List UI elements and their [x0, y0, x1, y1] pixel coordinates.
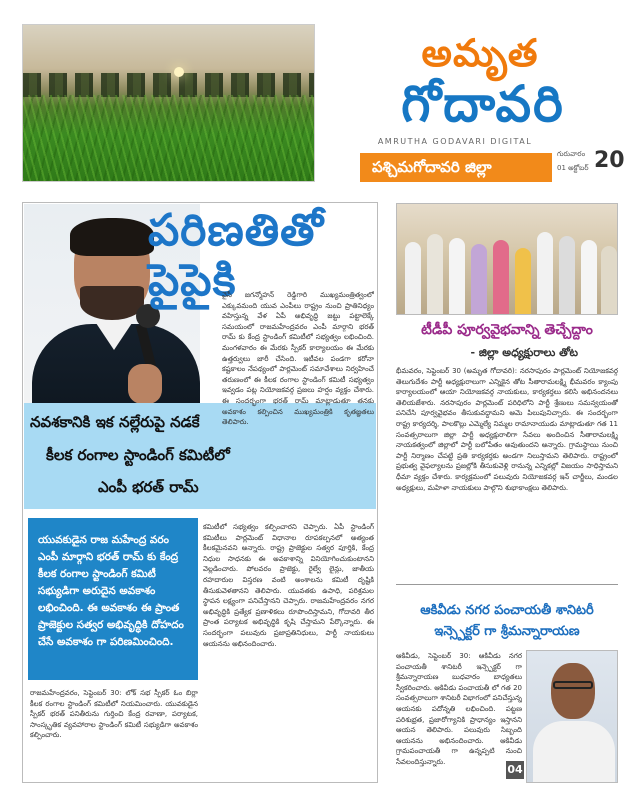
person-figure [559, 236, 575, 314]
person-figure [449, 238, 465, 314]
portrait-hair [70, 218, 154, 256]
feature-body-column-a: వైసీ జగన్మోహన్ రెడ్డిగారి ముఖ్యమంత్రిత్వంలో ఎక్కువమంది యువ ఎంపీలు రాష్ట్రం నుంచి ప్రాతినిధ్యం వహిస్తున్న వేళ ఏపీ అభివృద్ధి జట్టు పట్టాలెక్కే సమయంలో రాజమహేంద్రవరం ఎంపీ మార్గాని భరత్ రామ్ కు కేంద్ర స్టాండింగ్ కమిటీలో సభ్యత్వం లభించింది. మంగళవారం ఈ మేరకు స్పీకర్ కార్యాలయం ఈ మేరకు ఉత్తర్వులు జారీ చేసింది. ఇటీవల పండగా కరోనా కష్టకాలం నేపథ్యంలో పార్లమెంట్ సమావేశాలు నిర్వహించే తరుణంలో ఈ కీలక రంగాల స్టాండింగ్ కమిటీ సభ్యత్వం ఇవ్వడం పట్ల నియోజకవర్గ ప్రజలు హర్షం వ్యక్తం చేశారు. ఈ సందర్భంగా భరత్ రామ్ మాట్లాడుతూ తనకు అవకాశం కల్పించిన ముఖ్యమంత్రికి కృతజ్ఞతలు తెలిపారు. [222, 291, 374, 427]
person-figure [601, 246, 617, 314]
feature-body-column-b: కమిటీలో సభ్యత్వం కల్పించారని చెప్పారు. ఏపీ స్టాండింగ్ కమిటీలు పార్లమెంట్ విధానాల రూపకల్పనలో అత్యంత కీలకమైనవని అన్నారు. రాష్ట్ర ప్రాజెక్టుల సత్వర పూర్తికి, కేంద్ర నిధుల సాధనకు ఈ అవకాశాన్ని వినియోగించుకుంటానని వెల్లడించారు. పోలవరం ప్రాజెక్టు, రైల్వే లైన్లు, జాతీయ రహదారుల విస్తరణ వంటి అంశాలను కమిటీ దృష్టికి తీసుకువెళతానని తెలిపారు. యువతకు ఉపాధి, పరిశ్రమల స్థాపన లక్ష్యంగా పనిచేస్తానని చెప్పారు. రాజమహేంద్రవరం నగర అభివృద్ధికి ప్రత్యేక ప్రణాళికలు రూపొందిస్తామని, గోదావరి తీర ప్రాంత పర్యాటక అభివృద్ధికి కృషి చేస్తామని పేర్కొన్నారు. ఈ సందర్భంగా పలువురు ప్రజాప్రతినిధులు, పార్టీ నాయకులు ఆయనను అభినందించారు. [203, 523, 374, 648]
masthead-weekday: గురువారం [557, 150, 586, 158]
person-figure [471, 244, 487, 314]
divider-rule [396, 584, 618, 585]
person-figure [493, 240, 509, 314]
masthead-date: 01 అక్టోబర్ [557, 164, 589, 172]
sanitary-headline-line2: ఇన్స్పెక్టర్ గా శ్రీమన్నారాయణ [434, 624, 580, 639]
event-body: భీమవరం, సెప్టెంబర్ 30 (అమృత గోదావరి): నరసాపురం పార్లమెంట్ నియోజకవర్గ తెలుగుదేశం పార్టీ అధ్యక్షురాలుగా ఎన్నికైన తోట సీతారామలక్ష్మి భీమవరం క్యాంపు కార్యాలయంలో ఆయా నియోజకవర్గ నాయకులు, కార్యకర్తలు కలిసి అభినందనలు తెలియజేశారు. నరసాపురం పార్లమెంట్ పరిధిలోని పార్టీ శ్రేణులు సమన్వయంతో పనిచేసి పూర్వవైభవం తీసుకువద్దామని ఆమె పిలుపునిచ్చారు. ఈ సందర్భంగా రాష్ట్ర కార్యదర్శి, పాలకొల్లు ఎమ్మెల్యే నిమ్మల రామానాయుడు మాట్లాడుతూ గత 11 సంవత్సరాలుగా జిల్లా పార్టీ అధ్యక్షురాలిగా సేవలు అందించిన సీతారామలక్ష్మి నాయకత్వంలో జిల్లాలో పార్టీ బలోపేతం అవుతుందని అన్నారు. గ్రామస్థాయి నుంచి పార్టీ నిర్మాణం చేపట్టి ప్రతి కార్యకర్తకు అండగా నిలుస్తామని తెలిపారు. రాష్ట్రంలో ప్రభుత్వ వైఫల్యాలను ప్రజల్లోకి తీసుకువెళ్లి రానున్న ఎన్నికల్లో విజయం సాధిస్తామని ధీమా వ్యక్తం చేశారు. కార్యక్రమంలో పలువురు నియోజకవర్గ ఇన్ చార్జీలు, మండల అధ్యక్షులు, మహిళా నాయకులు పాల్గొని శుభాకాంక్షలు తెలిపారు. [396, 367, 618, 492]
person-figure [515, 248, 531, 314]
masthead-title-main: గోదావరి [401, 75, 565, 133]
portrait-beard [80, 286, 144, 320]
microphone-icon [136, 304, 160, 328]
glasses-icon [553, 681, 593, 689]
portrait-hand [128, 364, 162, 404]
event-headline: టీడీపీ పూర్వవైభవాన్ని తెచ్చేద్దాం [421, 322, 593, 338]
sun-icon [174, 67, 184, 77]
event-subhead: - జిల్లా అధ్యక్షురాలు తోట [470, 346, 578, 359]
masthead-district-edition: పశ్చిమగోదావరి జిల్లా [360, 153, 552, 182]
event-group-photo [396, 203, 618, 315]
feature-headline-line1: పరిణతితో [148, 205, 325, 256]
highlight-box: యువకుడైన రాజ మహేంద్ర వరం ఎంపీ మార్గాని భరత్ రామ్ కు కేంద్ర కీలక రంగాల స్టాండింగ్ కమిటీ సభ్యుడిగా అరుదైన అవకాశం లభించింది. ఈ అవకాశం ఈ ప్రాంత ప్రాజెక్టుల సత్వర అభివృద్ధికి దోహదం చేసే అవకాశం గా పరిణమించింది. [28, 518, 198, 680]
feature-body-column-c: రాజమహేంద్రవరం, సెప్టెంబర్ 30: లోక్ సభ స్పీకర్ ఓం బిర్లా కీలక రంగాల స్టాండింగ్ కమిటీలో నియమించారు. యువకుడైన స్పీకర్ భరత్ పనితీరును గుర్తించి కేంద్ర రవాణా, పర్యాటక, సాంస్కృతిక వ్యవహారాల స్టాండింగ్ కమిటీ సభ్యుడిగా అవకాశం కల్పించారు. [30, 689, 198, 740]
person-figure [581, 240, 597, 314]
person-figure [537, 232, 553, 314]
photo-shirt [533, 721, 615, 783]
palm-tree-line [23, 73, 314, 97]
masthead-issue-number: 20 [594, 148, 625, 173]
photo-face [551, 663, 595, 719]
feature-headline-line2: పైపైకి [148, 255, 237, 306]
header-photo-paddy-field [22, 24, 315, 182]
subhead-line2: కీలక రంగాల స్టాండింగ్ కమిటీలో [46, 446, 230, 464]
masthead-english: AMRUTHA GODAVARI DIGITAL [377, 137, 533, 146]
subhead-line3: ఎంపీ భరత్ రామ్ [98, 478, 199, 496]
sanitary-body: ఆకివీడు, సెప్టెంబర్ 30: ఆకివీడు నగర పంచాయతీ శానిటరీ ఇన్స్పెక్టర్ గా శ్రీమన్నారాయణ బుధవారం బాధ్యతలు స్వీకరించారు. ఆకివీడు పంచాయతీ లో గత 20 సంవత్సరాలుగా శానిటరీ విభాగంలో పనిచేస్తున్న ఆయనకు పదోన్నతి లభించింది. పట్టణ పరిశుభ్రత, ప్రజారోగ్యానికి ప్రాధాన్యం ఇస్తానని ఆయన తెలిపారు. పలువురు సిబ్బంది ఆయనను అభినందించారు. ఆకివీడు గ్రామపంచాయతీ గా ఉన్నప్పటి నుంచి సేవలందిస్తున్నారు. [396, 652, 522, 766]
sanitary-headline-line1: ఆకివీడు నగర పంచాయతీ శానిటరీ [420, 603, 594, 618]
sanitary-inspector-photo [526, 650, 618, 783]
person-figure [405, 242, 421, 314]
subhead-line1: నవశకానికి ఇక నల్లేరుపై నడకే [30, 413, 200, 431]
page-number: 04 [506, 761, 524, 779]
person-figure [427, 234, 443, 314]
masthead-title-top: అమృత [421, 30, 539, 75]
paddy-field [23, 95, 314, 182]
